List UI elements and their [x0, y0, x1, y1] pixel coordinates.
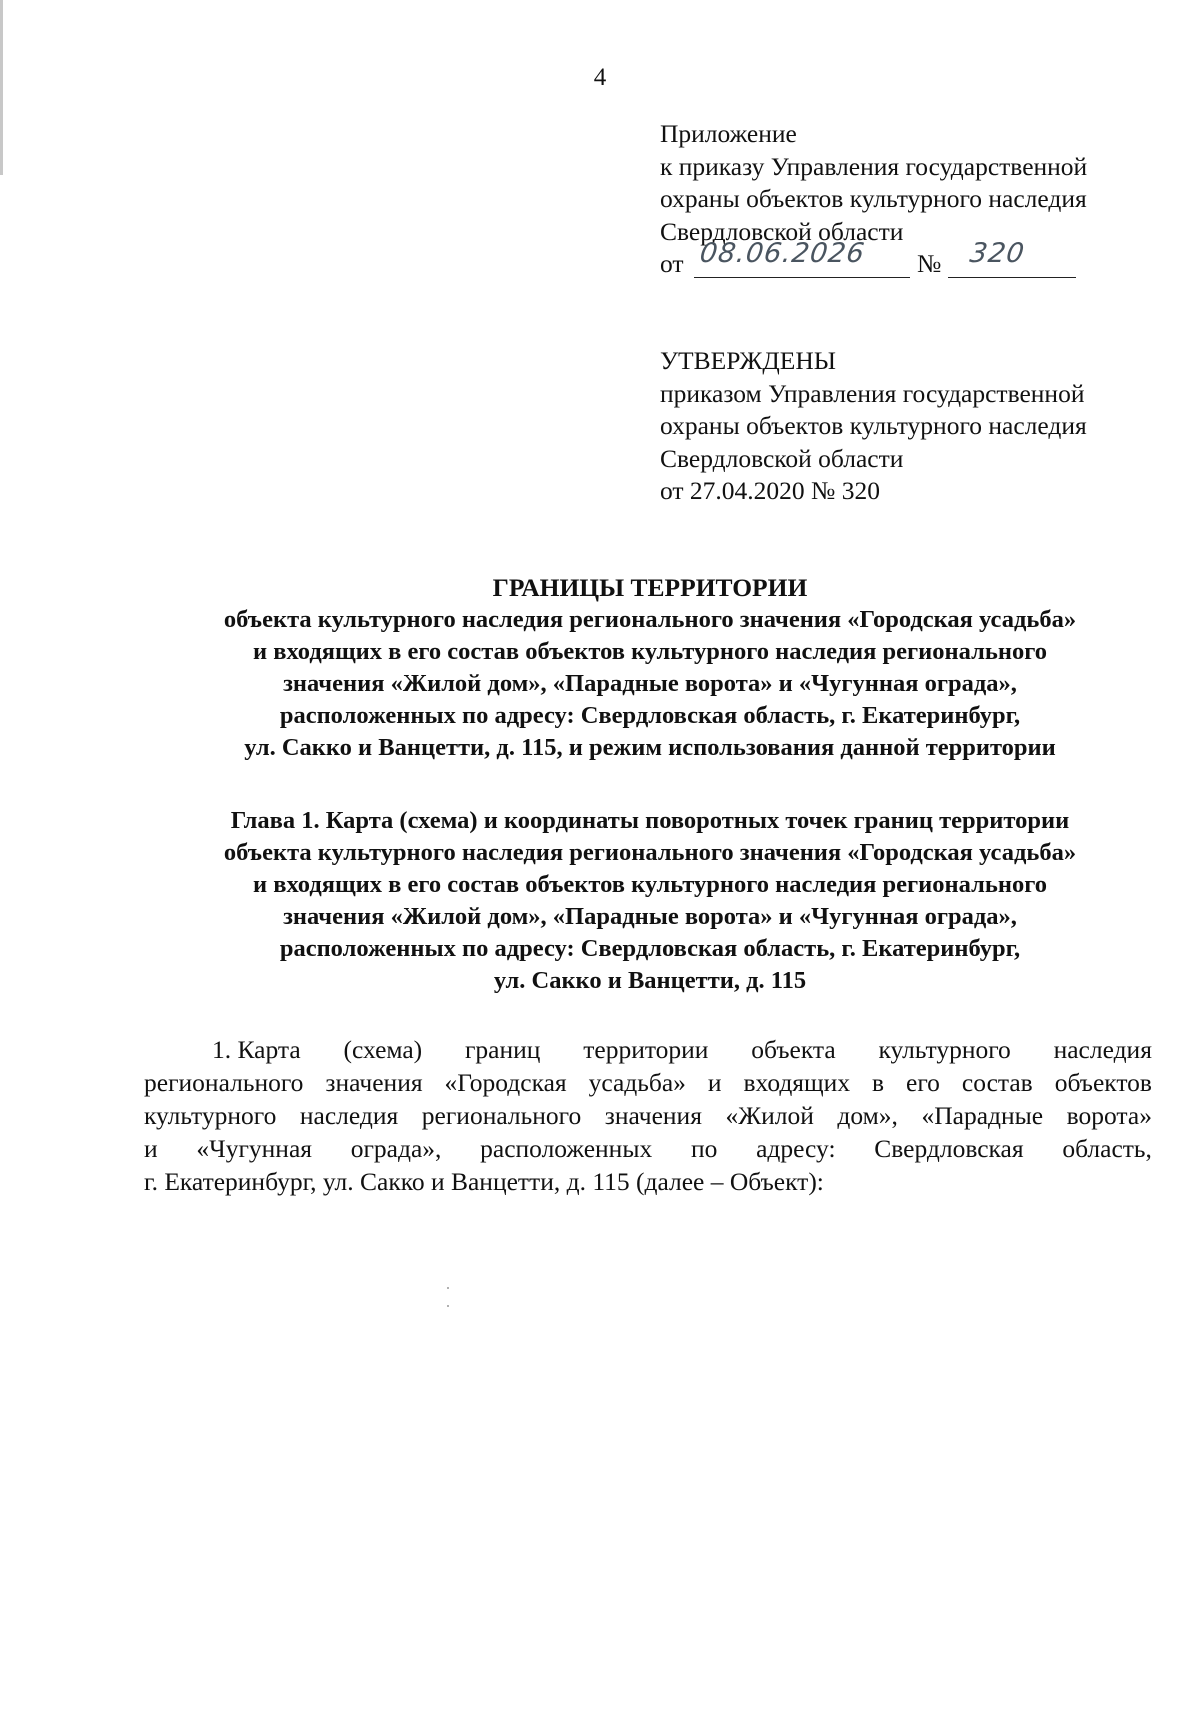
- paragraph-word: расположенных: [480, 1134, 653, 1163]
- chapter-line: Глава 1. Карта (схема) и координаты поворотных точек границ территории: [230, 807, 1070, 834]
- paragraph-word: регионального: [144, 1068, 304, 1097]
- chapter-line: значения «Жилой дом», «Парадные ворота» и «Чугунная ограда»,: [283, 903, 1017, 930]
- paragraph-word: область,: [1062, 1134, 1152, 1163]
- appendix-header: [660, 118, 1180, 281]
- paragraph-word: Свердловская: [874, 1134, 1024, 1163]
- appendix-line: Приложение: [660, 119, 797, 148]
- date-prefix: от: [660, 249, 684, 278]
- paragraph-word: наследия: [1053, 1035, 1152, 1064]
- paragraph-line: [144, 1033, 1152, 1066]
- title-line: объекта культурного наследия регионального значения «Городская усадьба»: [223, 606, 1077, 633]
- paragraph-word: культурного: [878, 1035, 1011, 1064]
- paragraph-word: значения: [604, 1101, 702, 1130]
- paragraph-line: [144, 1066, 1152, 1099]
- paragraph-word: «Жилой: [725, 1101, 814, 1130]
- paragraph-word: объектов: [1054, 1068, 1152, 1097]
- scan-speck: [447, 1305, 449, 1307]
- paragraph-word: «Парадные: [921, 1101, 1044, 1130]
- title-line: и входящих в его состав объектов культурного наследия регионального: [253, 638, 1047, 665]
- paragraph-word: «Городская: [444, 1068, 567, 1097]
- number-underline: [948, 277, 1076, 278]
- scan-edge-shadow: [0, 0, 3, 175]
- paragraph-word: значения: [325, 1068, 423, 1097]
- appendix-line: к приказу Управления государственной: [660, 151, 1088, 181]
- handwritten-date: 08.06.2026: [697, 238, 867, 269]
- chapter-line: ул. Сакко и Ванцетти, д. 115: [493, 967, 807, 994]
- paragraph-word: адресу:: [756, 1134, 836, 1163]
- approved-line: УТВЕРЖДЕНЫ: [660, 346, 836, 375]
- approved-line: приказом Управления государственной: [660, 378, 1085, 408]
- appendix-line: Свердловской области: [660, 216, 904, 246]
- paragraph-word: «Чугунная: [196, 1134, 312, 1163]
- paragraph-1: [144, 1033, 1152, 1198]
- appendix-line: охраны объектов культурного наследия: [660, 184, 1087, 213]
- paragraph-word: культурного: [144, 1101, 277, 1130]
- paragraph-word: границ: [464, 1035, 541, 1064]
- paragraph-word: состав: [961, 1068, 1033, 1097]
- paragraph-word: регионального: [421, 1101, 582, 1130]
- page-number: 4: [593, 64, 607, 91]
- approved-line: от 27.04.2020 № 320: [660, 476, 881, 505]
- paragraph-word: дом»,: [837, 1101, 898, 1130]
- paragraph-word: по: [690, 1134, 718, 1163]
- paragraph-line: [144, 1099, 1152, 1132]
- number-prefix: №: [917, 249, 942, 278]
- chapter-line: расположенных по адресу: Свердловская область, г. Екатеринбург,: [279, 935, 1021, 962]
- paragraph-word: объекта: [751, 1035, 836, 1064]
- chapter-line: и входящих в его состав объектов культурного наследия регионального: [253, 871, 1047, 898]
- appendix-date-number-line: [660, 238, 1180, 281]
- paragraph-word: и: [144, 1134, 158, 1163]
- document-title: [80, 572, 1200, 764]
- paragraph-word: наследия: [299, 1101, 399, 1130]
- date-underline: [694, 277, 910, 278]
- paragraph-word: территории: [583, 1035, 709, 1064]
- chapter-line: объекта культурного наследия регионального значения «Городская усадьба»: [223, 839, 1077, 866]
- paragraph-word: ворота»: [1066, 1101, 1152, 1130]
- scan-speck: [447, 1287, 449, 1289]
- title-line: ул. Сакко и Ванцетти, д. 115, и режим использования данной территории: [244, 734, 1056, 761]
- title-line: расположенных по адресу: Свердловская область, г. Екатеринбург,: [279, 702, 1021, 729]
- approved-line: охраны объектов культурного наследия: [660, 411, 1087, 440]
- handwritten-number: 320: [967, 238, 1027, 269]
- paragraph-word: его: [906, 1068, 940, 1097]
- chapter-heading: [80, 805, 1200, 997]
- title-line: значения «Жилой дом», «Парадные ворота» и «Чугунная ограда»,: [283, 670, 1017, 697]
- title-heading: ГРАНИЦЫ ТЕРРИТОРИИ: [492, 573, 808, 602]
- paragraph-word: 1. Карта: [212, 1035, 301, 1064]
- paragraph-word: и: [707, 1068, 722, 1097]
- paragraph-word: (схема): [343, 1035, 423, 1064]
- paragraph-word: входящих: [743, 1068, 851, 1097]
- paragraph-line: г. Екатеринбург, ул. Сакко и Ванцетти, д. 115 (далее – Объект):: [144, 1167, 824, 1196]
- approval-stamp-text: [660, 345, 1180, 508]
- paragraph-word: усадьба»: [588, 1068, 686, 1097]
- approved-line: Свердловской области: [660, 443, 904, 473]
- paragraph-word: в: [872, 1068, 885, 1097]
- paragraph-line: [144, 1132, 1152, 1165]
- paragraph-word: ограда»,: [350, 1134, 442, 1163]
